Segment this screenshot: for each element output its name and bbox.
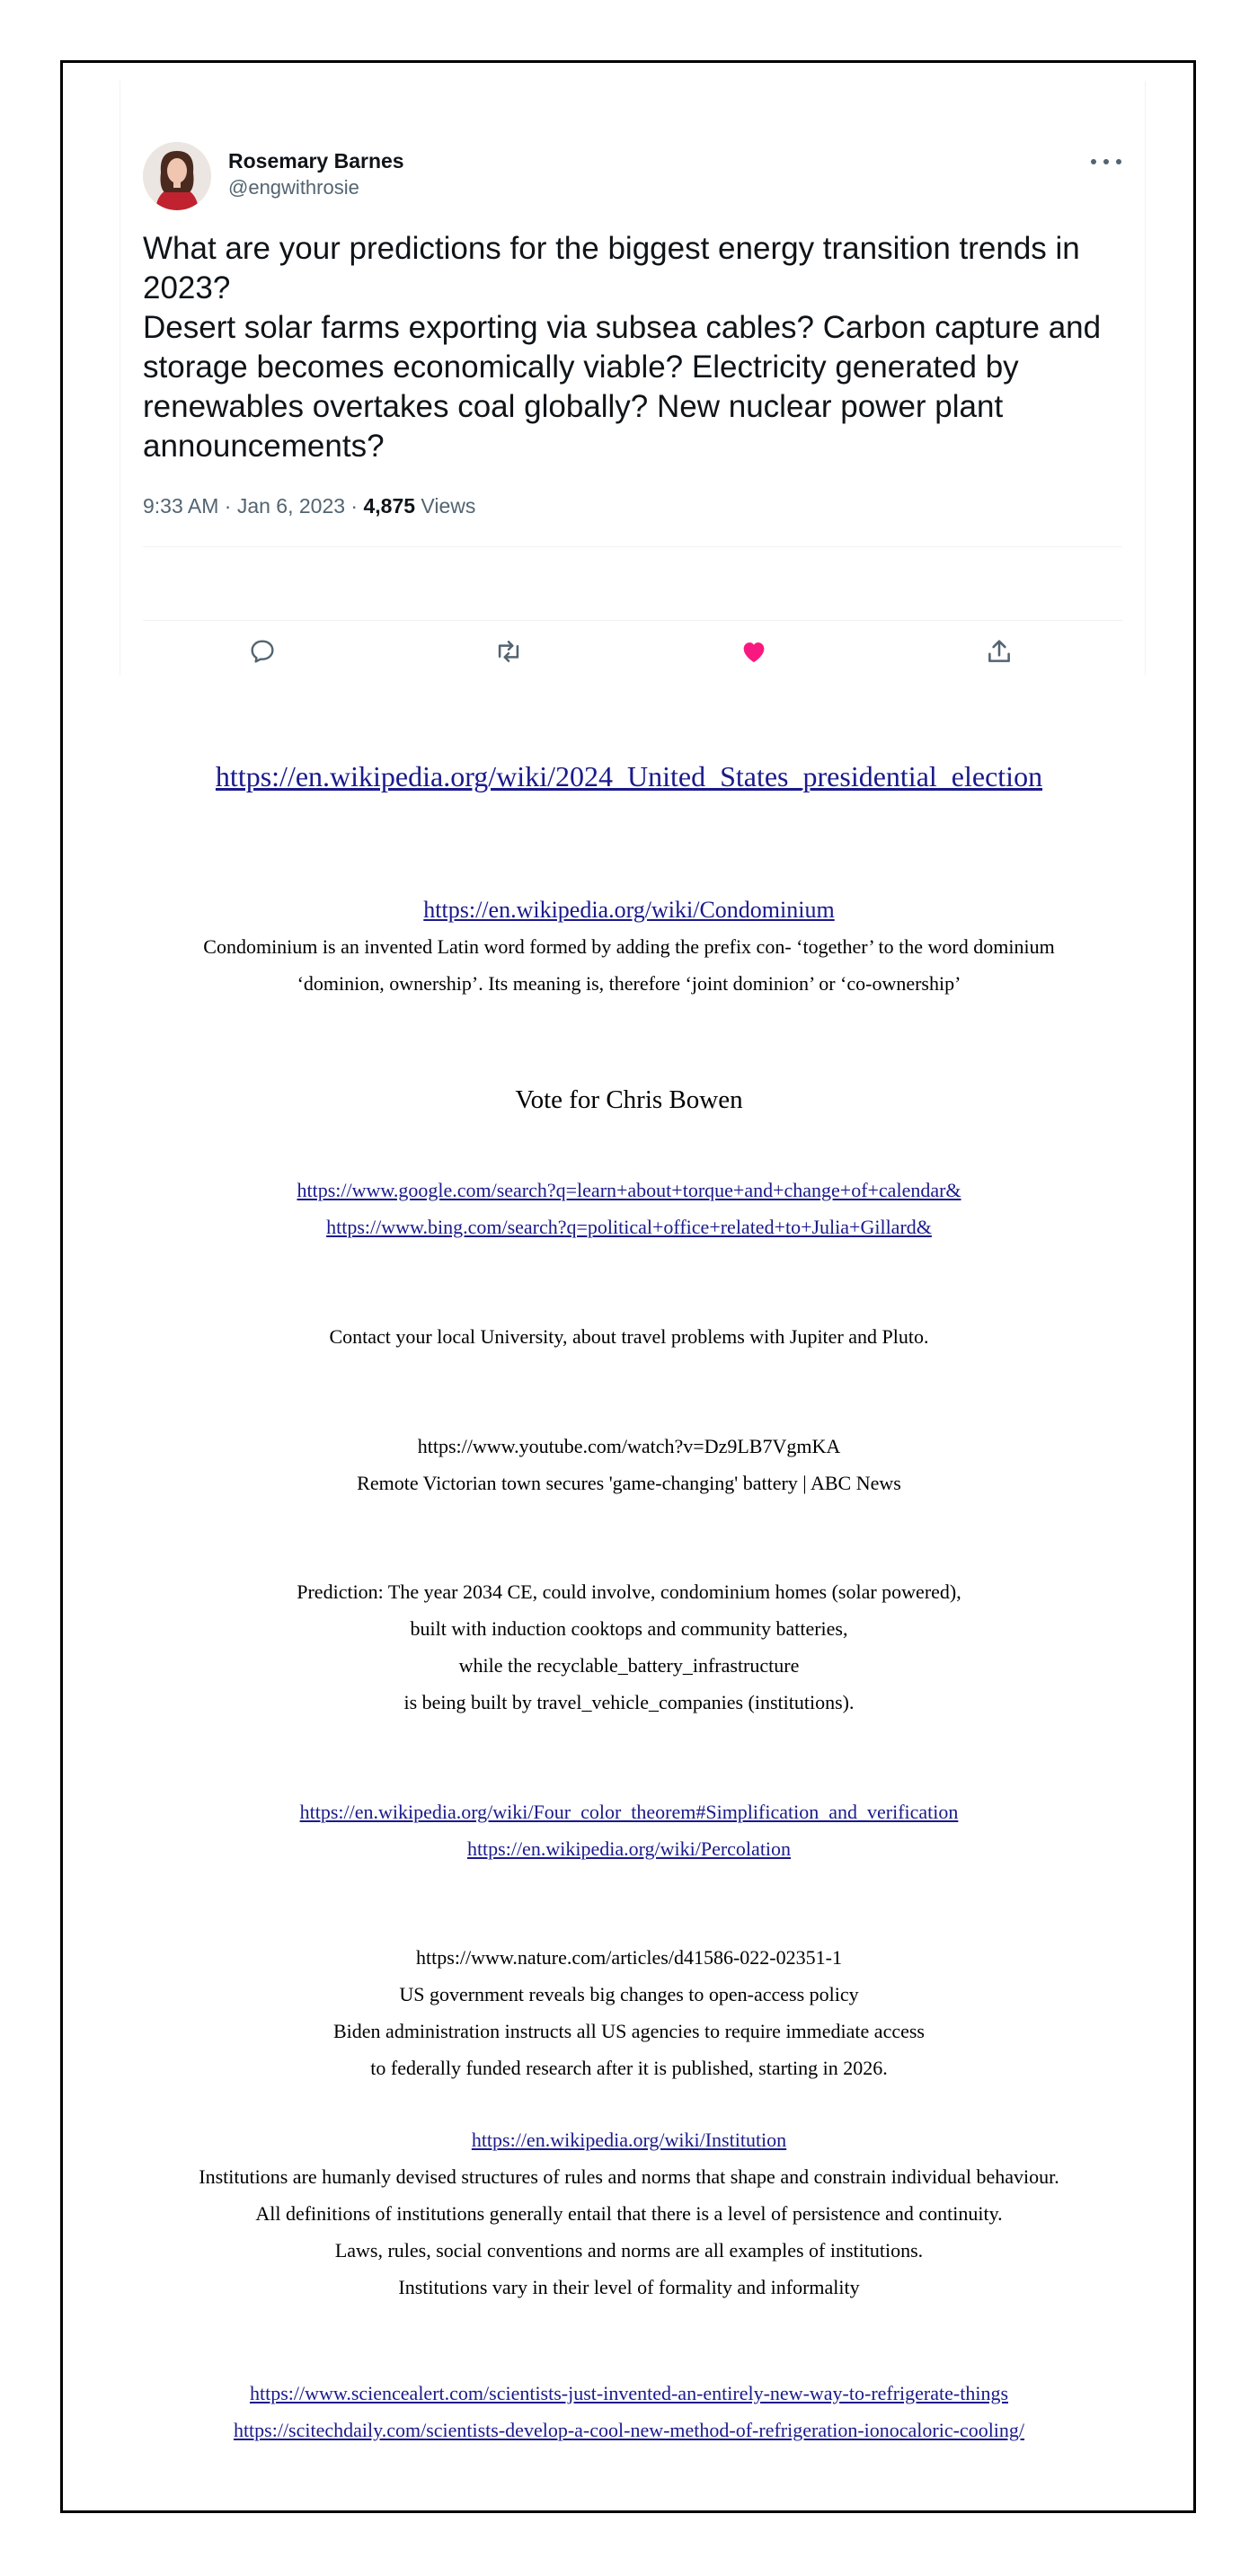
retweet-icon — [493, 636, 524, 667]
nature-text: Biden administration instructs all US agencies to require immediate access — [333, 2020, 925, 2042]
avatar-photo-icon — [143, 142, 211, 210]
tweet-text — [143, 229, 1131, 466]
retweet-button[interactable] — [491, 633, 527, 669]
nature-url: https://www.nature.com/articles/d41586-022-02351-1 — [416, 1946, 842, 1969]
more-options-icon[interactable] — [1091, 153, 1121, 171]
prediction-line: built with induction cooktops and community batteries, — [410, 1617, 848, 1640]
tweet-text-line: announcements? — [143, 429, 385, 464]
institution-text: Institutions vary in their level of formality and informality — [398, 2276, 860, 2298]
meta-divider — [143, 546, 1122, 547]
sciencealert-link[interactable]: https://www.sciencealert.com/scientists-just-invented-an-entirely-new-way-to-refrigerate-things — [249, 2382, 1009, 2404]
condominium-text: Condominium is an invented Latin word formed by adding the prefix con- ‘together’ to the word dominium — [203, 935, 1055, 958]
heart-icon — [739, 636, 769, 667]
institution-text: Institutions are humanly devised structures of rules and norms that shape and constrain individual behaviour. — [199, 2165, 1059, 2188]
tweet-timestamp[interactable]: 9:33 AM · Jan 6, 2023 · — [143, 494, 364, 518]
vote-section — [90, 1082, 1168, 1118]
bing-search-link[interactable]: https://www.bing.com/search?q=political+office+related+to+Julia+Gillard& — [326, 1216, 932, 1238]
nature-headline: US government reveals big changes to open-access policy — [399, 1983, 859, 2005]
condominium-section — [90, 891, 1168, 1002]
refrigeration-section — [90, 2375, 1168, 2448]
tweet-card — [120, 81, 1146, 676]
author-handle[interactable]: @engwithrosie — [228, 176, 359, 199]
math-links-section — [90, 1793, 1168, 1867]
percolation-link[interactable]: https://en.wikipedia.org/wiki/Percolation — [466, 1837, 792, 1860]
avatar[interactable] — [143, 142, 211, 210]
author-name[interactable]: Rosemary Barnes — [228, 149, 404, 173]
election-link[interactable]: https://en.wikipedia.org/wiki/2024_United_States_presidential_election — [215, 760, 1043, 792]
prediction-line: is being built by travel_vehicle_companies (institutions). — [403, 1691, 855, 1713]
share-button[interactable] — [981, 633, 1017, 669]
views-label: Views — [415, 494, 476, 518]
tweet-text-line: What are your predictions for the biggest energy transition trends in — [143, 231, 1080, 266]
election-section — [90, 757, 1168, 796]
prediction-line: Prediction: The year 2034 CE, could involve, condominium homes (solar powered), — [297, 1580, 961, 1603]
youtube-url: https://www.youtube.com/watch?v=Dz9LB7VgmKA — [417, 1435, 841, 1457]
institution-link[interactable]: https://en.wikipedia.org/wiki/Institution — [471, 2129, 787, 2151]
like-button[interactable] — [736, 633, 772, 669]
tweet-text-line: 2023? — [143, 270, 231, 305]
institution-text: All definitions of institutions generally entail that there is a level of persistence and continuity. — [255, 2202, 1003, 2225]
prediction-line: while the recyclable_battery_infrastructure — [458, 1654, 800, 1677]
tweet-text-line: Desert solar farms exporting via subsea cables? Carbon capture and — [143, 310, 1102, 345]
institution-text: Laws, rules, social conventions and norms are all examples of institutions. — [334, 2239, 924, 2262]
prediction-section — [90, 1573, 1168, 1721]
tweet-actions — [120, 633, 1145, 669]
nature-text: to federally funded research after it is published, starting in 2026. — [370, 2057, 888, 2079]
contact-text: Contact your local University, about travel problems with Jupiter and Pluto. — [329, 1325, 929, 1348]
tweet-text-line: storage becomes economically viable? Electricity generated by — [143, 350, 1019, 385]
search-links-section — [90, 1172, 1168, 1245]
actions-divider — [143, 620, 1122, 621]
share-icon — [984, 636, 1014, 667]
institution-section — [90, 2121, 1168, 2306]
condominium-text: ‘dominion, ownership’. Its meaning is, therefore ‘joint dominion’ or ‘co-ownership’ — [297, 972, 961, 995]
youtube-title: Remote Victorian town secures 'game-changing' battery | ABC News — [357, 1472, 901, 1494]
nature-section — [90, 1939, 1168, 2086]
four-color-theorem-link[interactable]: https://en.wikipedia.org/wiki/Four_color_theorem#Simplification_and_verification — [299, 1801, 959, 1823]
scitechdaily-link[interactable]: https://scitechdaily.com/scientists-develop-a-cool-new-method-of-refrigeration-ionocaloric-cooling/ — [233, 2419, 1025, 2441]
reply-icon — [248, 637, 277, 666]
condominium-link[interactable]: https://en.wikipedia.org/wiki/Condominium — [423, 897, 835, 923]
contact-section — [90, 1318, 1168, 1355]
tweet-text-line: renewables overtakes coal globally? New nuclear power plant — [143, 389, 1004, 424]
tweet-meta — [143, 494, 475, 518]
reply-button[interactable] — [244, 633, 280, 669]
google-search-link[interactable]: https://www.google.com/search?q=learn+about+torque+and+change+of+calendar& — [297, 1179, 961, 1201]
vote-heading: Vote for Chris Bowen — [515, 1085, 743, 1114]
views-count: 4,875 — [363, 494, 416, 518]
youtube-section — [90, 1428, 1168, 1501]
